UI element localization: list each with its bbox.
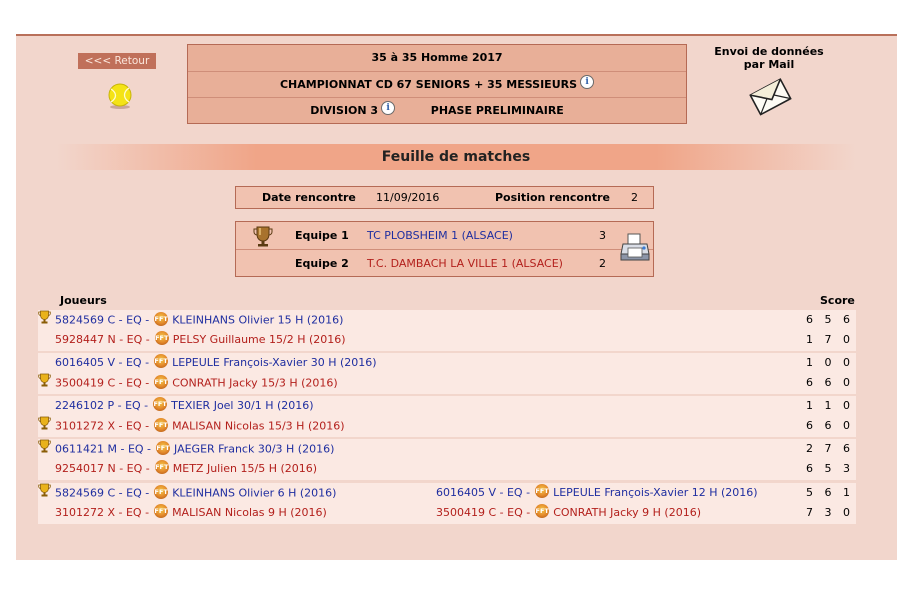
player-line — [38, 310, 343, 330]
player-name[interactable]: PELSY Guillaume 15/2 H (2016) — [172, 333, 346, 346]
fft-logo-icon: FFT — [154, 418, 168, 432]
competition-title-box — [187, 44, 687, 124]
match-row — [38, 483, 856, 524]
player-name[interactable]: MALISAN Nicolas 9 H (2016) — [172, 506, 327, 519]
position-value: 2 — [631, 191, 638, 204]
player-line — [38, 330, 346, 350]
division-line — [188, 97, 686, 124]
player-line — [38, 416, 345, 436]
info-icon[interactable]: i — [580, 75, 594, 89]
set-scores: 2 7 6 — [806, 442, 854, 455]
match-row — [38, 310, 856, 351]
player-line — [38, 439, 334, 459]
player-license[interactable]: 5928447 N - EQ - — [55, 333, 150, 346]
fft-logo-icon: FFT — [154, 504, 168, 518]
set-scores: 6 6 0 — [806, 419, 854, 432]
set-scores: 1 0 0 — [806, 356, 854, 369]
player-name[interactable]: KLEINHANS Olivier 6 H (2016) — [172, 486, 337, 500]
teams-box — [235, 221, 654, 277]
printer-icon[interactable] — [619, 232, 651, 264]
player-license[interactable]: 3101272 X - EQ - — [55, 419, 150, 433]
partner-license[interactable]: 3500419 C - EQ - — [436, 506, 531, 519]
player-license[interactable]: 5824569 C - EQ - — [55, 486, 150, 500]
title-line: 35 à 35 Homme 2017 — [371, 51, 503, 64]
match-row — [38, 439, 856, 480]
phase-label: PHASE PRELIMINAIRE — [430, 104, 564, 117]
match-row — [38, 353, 856, 394]
fft-logo-icon: FFT — [153, 397, 167, 411]
division-label: DIVISION 3 — [310, 104, 379, 117]
info-icon[interactable]: i — [381, 101, 395, 115]
team-score: 3 — [599, 229, 606, 242]
winner-trophy-icon — [38, 416, 55, 437]
player-line — [38, 373, 338, 393]
team-score: 2 — [599, 257, 606, 270]
player-line — [38, 396, 314, 416]
score-header: Score — [820, 294, 855, 307]
mail-export-label — [704, 45, 834, 71]
player-name[interactable]: CONRATH Jacky 15/3 H (2016) — [172, 376, 338, 390]
set-scores: 7 3 0 — [806, 506, 854, 519]
player-name[interactable]: KLEINHANS Olivier 15 H (2016) — [172, 313, 344, 327]
team-label: Equipe 1 — [295, 229, 349, 242]
player-line — [38, 459, 317, 479]
player-line — [38, 353, 377, 373]
match-row — [38, 396, 856, 437]
section-title: Feuille de matches — [56, 144, 856, 170]
partner-line — [436, 503, 701, 523]
player-name[interactable]: METZ Julien 15/5 H (2016) — [172, 462, 318, 475]
fft-logo-icon: FFT — [154, 375, 168, 389]
championship-name: CHAMPIONNAT CD 67 SENIORS + 35 MESSIEURS — [279, 78, 578, 91]
date-value: 11/09/2016 — [376, 191, 440, 204]
team-name[interactable]: T.C. DAMBACH LA VILLE 1 (ALSACE) — [367, 257, 563, 270]
date-label: Date rencontre — [262, 191, 356, 204]
meeting-info-box — [235, 186, 654, 209]
fft-logo-icon: FFT — [154, 312, 168, 326]
set-scores: 6 6 0 — [806, 376, 854, 389]
player-name[interactable]: TEXIER Joel 30/1 H (2016) — [171, 399, 314, 412]
team-row — [236, 249, 653, 277]
player-license[interactable]: 3500419 C - EQ - — [55, 376, 150, 390]
championship-line — [188, 71, 686, 98]
fft-logo-icon: FFT — [154, 354, 168, 368]
mail-label-line2: par Mail — [743, 58, 795, 71]
set-scores: 6 5 3 — [806, 462, 854, 475]
fft-logo-icon: FFT — [156, 441, 170, 455]
player-name[interactable]: LEPEULE François-Xavier 30 H (2016) — [172, 356, 377, 369]
set-scores: 6 5 6 — [806, 313, 854, 326]
mail-label-line1: Envoi de données — [714, 45, 824, 58]
player-line — [38, 503, 327, 523]
main-panel — [16, 34, 897, 560]
winner-trophy-icon — [38, 310, 55, 331]
partner-license[interactable]: 6016405 V - EQ - — [436, 486, 531, 499]
players-header: Joueurs — [60, 294, 107, 307]
player-line — [38, 483, 336, 503]
fft-logo-icon: FFT — [535, 484, 549, 498]
team-row — [236, 222, 653, 249]
set-scores: 1 7 0 — [806, 333, 854, 346]
back-button[interactable]: <<< Retour — [78, 53, 156, 69]
player-license[interactable]: 6016405 V - EQ - — [55, 356, 150, 369]
player-license[interactable]: 9254017 N - EQ - — [55, 462, 150, 475]
fft-logo-icon: FFT — [155, 460, 169, 474]
winner-trophy-icon — [38, 483, 55, 504]
player-name[interactable]: MALISAN Nicolas 15/3 H (2016) — [172, 419, 345, 433]
player-license[interactable]: 2246102 P - EQ - — [55, 399, 149, 412]
partner-name[interactable]: CONRATH Jacky 9 H (2016) — [553, 506, 701, 519]
fft-logo-icon: FFT — [154, 485, 168, 499]
position-label: Position rencontre — [495, 191, 610, 204]
set-scores: 5 6 1 — [806, 486, 854, 499]
tennis-ball-icon — [106, 82, 134, 110]
winner-trophy-icon — [38, 439, 55, 460]
player-license[interactable]: 0611421 M - EQ - — [55, 442, 152, 456]
player-license[interactable]: 5824569 C - EQ - — [55, 313, 150, 327]
partner-name[interactable]: LEPEULE François-Xavier 12 H (2016) — [553, 486, 758, 499]
team-name[interactable]: TC PLOBSHEIM 1 (ALSACE) — [367, 229, 513, 242]
team-label: Equipe 2 — [295, 257, 349, 270]
player-name[interactable]: JAEGER Franck 30/3 H (2016) — [174, 442, 335, 456]
winner-trophy-icon — [38, 373, 55, 394]
set-scores: 1 1 0 — [806, 399, 854, 412]
envelope-icon[interactable] — [748, 74, 792, 118]
fft-logo-icon: FFT — [535, 504, 549, 518]
partner-line — [436, 483, 758, 503]
player-license[interactable]: 3101272 X - EQ - — [55, 506, 150, 519]
fft-logo-icon: FFT — [155, 331, 169, 345]
